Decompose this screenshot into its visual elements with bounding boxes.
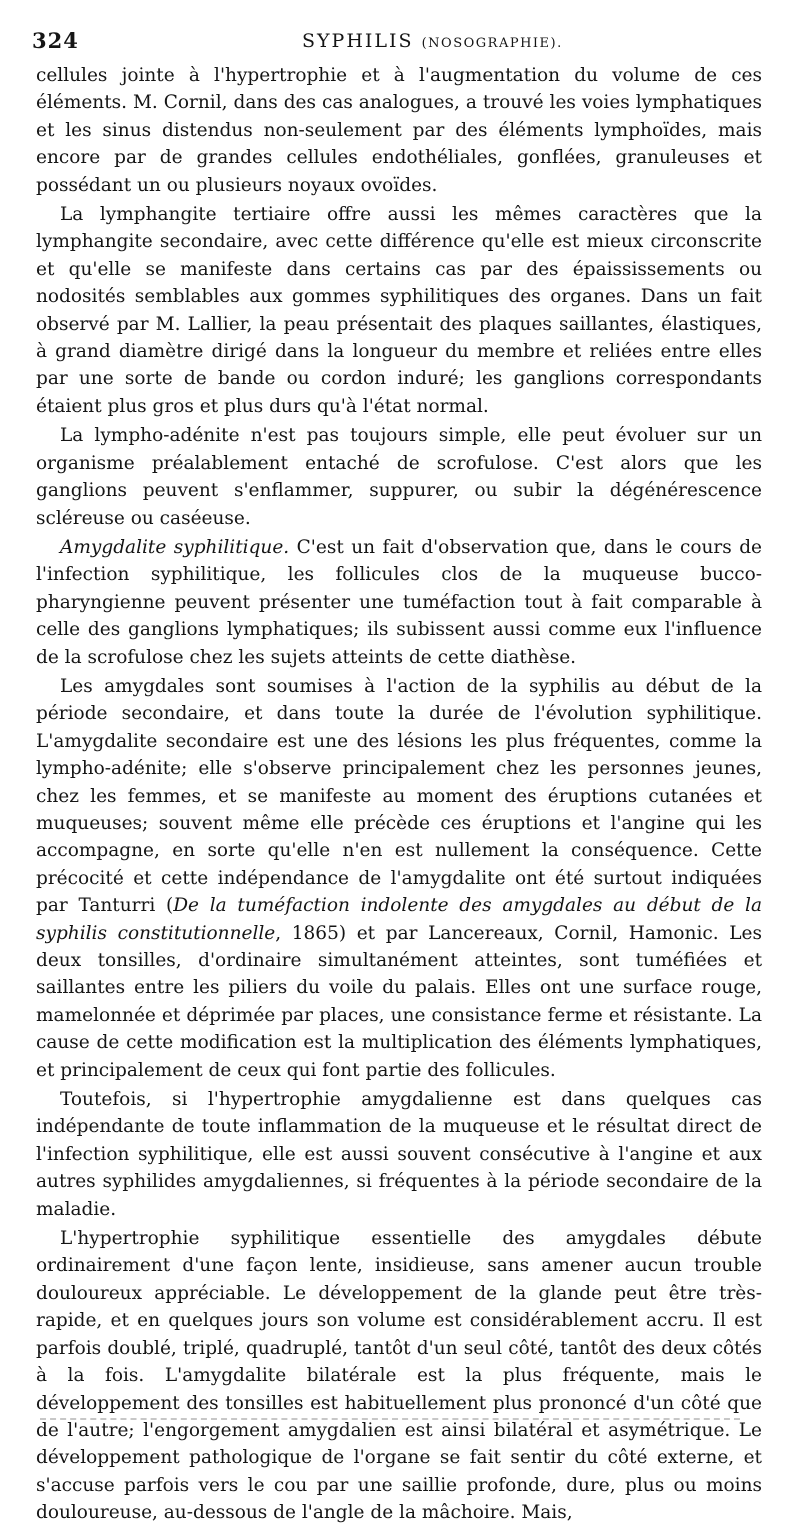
running-subtitle: (NOSOGRAPHIE). <box>421 36 563 51</box>
paragraph-amygdales-part-a: Les amygdales sont soumises à l'action de la syphilis au début de la période secondaire, et dans toute la durée de l'évolution syphilitique. L'amygdalite secondaire est une des lésions les plus fréquentes, comme la lympho-adénite; elle s'observe principalement chez les personnes jeunes, chez les femmes, et se manifeste au moment des éruptions cutanées et muqueuses; souvent même elle précède ces éruptions et l'angine qui les accompagne, en sorte qu'elle n'en est nullement la conséquence. Cette précocité et cette indépendance de l'amygdalite ont été surtout indiquées par Tanturri ( <box>36 675 762 917</box>
paragraph-hypertrophie-essentielle: L'hypertrophie syphilitique essentielle des amygdales débute ordinairement d'une façon lente, insidieuse, sans amener aucun trouble douloureux appréciable. Le développement de la glande peut être très-rapide, et en quelques jours son volume est considérablement accru. Il est parfois doublé, triplé, quadruplé, tantôt d'un seul côté, tantôt des deux côtés à la fois. L'amygdalite bilatérale est la plus fréquente, mais le développement des tonsilles est habituellement plus prononcé d'un côté que de l'autre; l'engorgement amygdalien est ainsi bilatéral et asymétrique. Le développement pathologique de l'organe se fait sentir du côté externe, et s'accuse parfois vers le cou par une saillie profonde, dure, plus ou moins douloureuse, au-dessous de l'angle de la mâchoire. Mais, <box>36 1228 762 1524</box>
paragraph-amygdalite <box>36 534 762 671</box>
paragraph-lymphangite-tertiaire: La lymphangite tertiaire offre aussi les mêmes caractères que la lymphangite secondaire, avec cette différence qu'elle est mieux circonscrite et qu'elle se manifeste dans certains cas par des épaississements ou nodosités semblables aux gommes syphilitiques des organes. Dans un fait observé par M. Lallier, la peau présentait des plaques saillantes, élastiques, à grand diamètre dirigé dans la longueur du membre et reliées entre elles par une sorte de bande ou cordon induré; les ganglions correspondants étaient plus gros et plus durs qu'à l'état normal. <box>36 204 762 417</box>
paragraph-amygdalite-text: C'est un fait d'observation que, dans le cours de l'infection syphilitique, les follicules clos de la muqueuse bucco-pharyngienne peuvent présenter une tuméfaction tout à fait comparable à celle des ganglions lymphatiques; ils subissent aussi comme eux l'influence de la scrofulose chez les sujets atteints de cette diathèse. <box>36 536 762 668</box>
bottom-rule <box>40 1418 740 1420</box>
page-number: 324 <box>32 28 79 53</box>
page-header <box>32 28 740 60</box>
paragraph-continuation: cellules jointe à l'hypertrophie et à l'augmentation du volume de ces éléments. M. Cornil, dans des cas analogues, a trouvé les voies lymphatiques et les sinus distendus non-seulement par des éléments lymphoïdes, mais encore par de grandes cellules endothéliales, gonflées, granuleuses et possédant un ou plusieurs noyaux ovoïdes. <box>36 65 762 196</box>
paragraph-lympho-adenite: La lympho-adénite n'est pas toujours simple, elle peut évoluer sur un organisme préalablement entaché de scrofulose. C'est alors que les ganglions peuvent s'enflammer, suppurer, ou subir la dégénérescence scléreuse ou caséeuse. <box>36 425 762 529</box>
section-title-amygdalite: Amygdalite syphilitique. <box>60 536 290 558</box>
citation-tanturri: De la tuméfaction indolente des amygdales au début de la syphilis constitutionnelle <box>36 895 763 944</box>
paragraph-amygdales-part-b: , 1865) et par Lancereaux, Cornil, Hamonic. Les deux tonsilles, d'ordinaire simultanément atteintes, sont tuméfiées et saillantes entre les piliers du voile du palais. Elles ont une surface rouge, mamelonnée et déprimée par places, une consistance ferme et résistante. La cause de cette modification est la multiplication des éléments lymphatiques, et principalement de ceux qui font partie des follicules. <box>36 922 762 1081</box>
paragraph-hypertrophie-consecutive: Toutefois, si l'hypertrophie amygdalienne est dans quelques cas indépendante de toute inflammation de la muqueuse et le résultat direct de l'infection syphilitique, elle est aussi souvent consécutive à l'angine et aux autres syphilides amygdaliennes, si fréquentes à la période secondaire de la maladie. <box>36 1089 762 1220</box>
running-head <box>302 30 563 52</box>
paragraph-amygdales <box>36 673 762 1084</box>
body-text <box>36 62 762 1527</box>
running-title: SYPHILIS <box>302 30 414 52</box>
